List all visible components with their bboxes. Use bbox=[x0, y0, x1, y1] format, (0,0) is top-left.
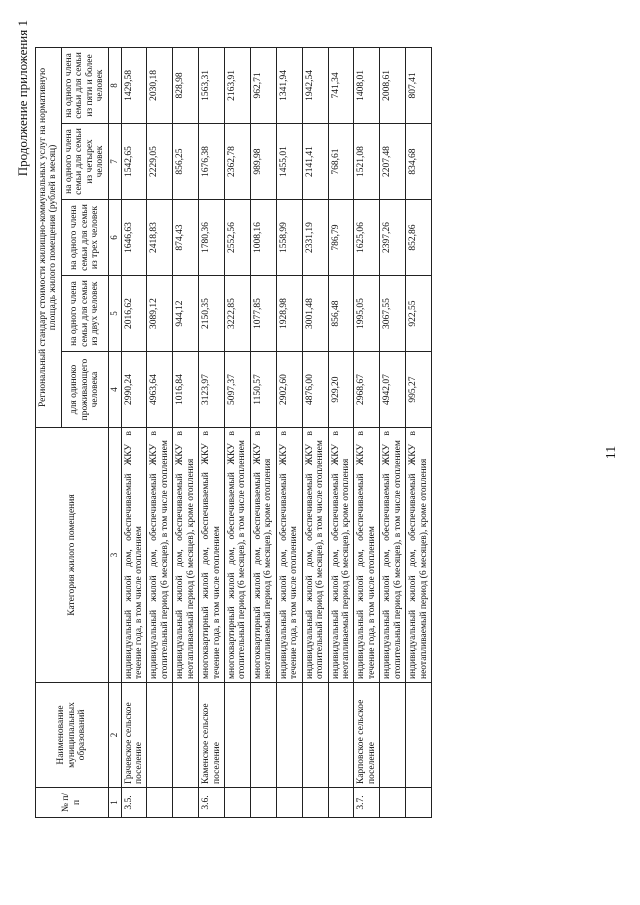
value-cell: 3123,97 bbox=[199, 352, 225, 428]
header-sub-col: для одиноко проживающего человека bbox=[61, 352, 108, 428]
column-number-row bbox=[108, 47, 121, 817]
column-number: 7 bbox=[108, 124, 121, 200]
value-cell: 1008,16 bbox=[250, 200, 276, 276]
category-cell: индивидуальный жилой дом, обеспечиваемый ЖКУ в неотапливаемый период (6 месяцев), кроме отопления bbox=[173, 428, 199, 683]
value-cell: 2362,78 bbox=[225, 124, 251, 200]
value-cell: 2397,26 bbox=[380, 200, 406, 276]
value-cell: 1150,57 bbox=[250, 352, 276, 428]
column-number: 8 bbox=[108, 47, 121, 123]
municipality-name bbox=[250, 683, 276, 788]
table-row bbox=[328, 47, 354, 817]
row-number bbox=[302, 788, 328, 818]
value-cell: 944,12 bbox=[173, 276, 199, 352]
value-cell: 856,25 bbox=[173, 124, 199, 200]
value-cell: 1676,38 bbox=[199, 124, 225, 200]
value-cell: 1521,08 bbox=[354, 124, 380, 200]
value-cell: 1455,01 bbox=[276, 124, 302, 200]
page-number: 11 bbox=[604, 445, 619, 460]
category-cell: индивидуальный жилой дом, обеспечиваемый ЖКУ в неотапливаемый период (6 месяцев), кроме отопления bbox=[328, 428, 354, 683]
value-cell: 2141,41 bbox=[302, 124, 328, 200]
value-cell: 1942,54 bbox=[302, 47, 328, 123]
value-cell: 2902,60 bbox=[276, 352, 302, 428]
table-row bbox=[250, 47, 276, 817]
row-number: 3.6. bbox=[199, 788, 225, 818]
value-cell: 2229,05 bbox=[147, 124, 173, 200]
municipality-name bbox=[276, 683, 302, 788]
header-no: № п/п bbox=[36, 788, 109, 818]
table-row bbox=[406, 47, 432, 817]
category-cell: индивидуальный жилой дом, обеспечиваемый ЖКУ в течение года, в том числе отоплением bbox=[354, 428, 380, 683]
category-cell: многоквартирный жилой дом, обеспечиваемый ЖКУ в отопительный период (6 месяцев), в том числе отоплением bbox=[225, 428, 251, 683]
value-cell: 834,68 bbox=[406, 124, 432, 200]
table-row bbox=[121, 47, 147, 817]
value-cell: 922,55 bbox=[406, 276, 432, 352]
column-number: 3 bbox=[108, 428, 121, 683]
table-row bbox=[225, 47, 251, 817]
column-number: 1 bbox=[108, 788, 121, 818]
municipality-name: Карповское сельское поселение bbox=[354, 683, 380, 788]
category-cell: индивидуальный жилой дом, обеспечиваемый ЖКУ в отопительный период (6 месяцев), в том числе отоплением bbox=[302, 428, 328, 683]
value-cell: 2163,91 bbox=[225, 47, 251, 123]
value-cell: 1016,84 bbox=[173, 352, 199, 428]
row-number: 3.5. bbox=[121, 788, 147, 818]
municipality-name: Грачевское сельское поселение bbox=[121, 683, 147, 788]
column-number: 2 bbox=[108, 683, 121, 788]
value-cell: 1928,98 bbox=[276, 276, 302, 352]
category-cell: индивидуальный жилой дом, обеспечиваемый ЖКУ в отопительный период (6 месяцев), в том числе отоплением bbox=[147, 428, 173, 683]
table-row bbox=[380, 47, 406, 817]
value-cell: 3001,48 bbox=[302, 276, 328, 352]
table-row bbox=[354, 47, 380, 817]
value-cell: 4876,00 bbox=[302, 352, 328, 428]
value-cell: 1077,85 bbox=[250, 276, 276, 352]
row-number bbox=[250, 788, 276, 818]
municipality-name bbox=[328, 683, 354, 788]
municipality-name bbox=[173, 683, 199, 788]
continuation-title: Продолжение приложения 1 bbox=[15, 20, 30, 177]
row-number bbox=[406, 788, 432, 818]
value-cell: 1429,58 bbox=[121, 47, 147, 123]
value-cell: 2990,24 bbox=[121, 352, 147, 428]
value-cell: 786,79 bbox=[328, 200, 354, 276]
value-cell: 5097,37 bbox=[225, 352, 251, 428]
value-cell: 3067,55 bbox=[380, 276, 406, 352]
value-cell: 2331,19 bbox=[302, 200, 328, 276]
value-cell: 2150,35 bbox=[199, 276, 225, 352]
category-cell: многоквартирный жилой дом, обеспечиваемый ЖКУ в течение года, в том числе отоплением bbox=[199, 428, 225, 683]
table-row bbox=[276, 47, 302, 817]
value-cell: 1558,99 bbox=[276, 200, 302, 276]
row-number bbox=[276, 788, 302, 818]
row-number bbox=[380, 788, 406, 818]
value-cell: 1408,01 bbox=[354, 47, 380, 123]
value-cell: 1646,63 bbox=[121, 200, 147, 276]
value-cell: 2968,67 bbox=[354, 352, 380, 428]
value-cell: 856,48 bbox=[328, 276, 354, 352]
category-cell: индивидуальный жилой дом, обеспечиваемый ЖКУ в течение года, в том числе отоплением bbox=[121, 428, 147, 683]
value-cell: 989,98 bbox=[250, 124, 276, 200]
category-cell: индивидуальный жилой дом, обеспечиваемый ЖКУ в неотапливаемый период (6 месяцев), кроме отопления bbox=[406, 428, 432, 683]
table-body bbox=[121, 47, 432, 817]
municipality-name bbox=[147, 683, 173, 788]
header-sub-col: на одного члена семьи для семьи из двух человек bbox=[61, 276, 108, 352]
value-cell: 874,43 bbox=[173, 200, 199, 276]
value-cell: 1625,06 bbox=[354, 200, 380, 276]
municipality-name bbox=[380, 683, 406, 788]
header-standard: Региональный стандарт стоимости жилищно-коммунальных услуг на нормативную площадь жилого помещения (рублей в месяц) bbox=[36, 47, 62, 427]
row-number: 3.7. bbox=[354, 788, 380, 818]
municipality-name bbox=[302, 683, 328, 788]
row-number bbox=[173, 788, 199, 818]
table-row bbox=[199, 47, 225, 817]
value-cell: 3222,85 bbox=[225, 276, 251, 352]
value-cell: 962,71 bbox=[250, 47, 276, 123]
row-number bbox=[328, 788, 354, 818]
value-cell: 741,34 bbox=[328, 47, 354, 123]
header-row-1 bbox=[36, 47, 62, 817]
value-cell: 2030,18 bbox=[147, 47, 173, 123]
value-cell: 2016,62 bbox=[121, 276, 147, 352]
column-number: 6 bbox=[108, 200, 121, 276]
value-cell: 995,27 bbox=[406, 352, 432, 428]
value-cell: 2552,56 bbox=[225, 200, 251, 276]
column-number: 4 bbox=[108, 352, 121, 428]
municipality-name bbox=[225, 683, 251, 788]
header-sub-col: на одного члена семьи для семьи из пяти и более человек bbox=[61, 47, 108, 123]
tariff-table bbox=[35, 47, 432, 818]
value-cell: 2418,83 bbox=[147, 200, 173, 276]
row-number bbox=[147, 788, 173, 818]
table-row bbox=[302, 47, 328, 817]
header-sub-col: на одного члена семьи для семьи из четырех человек bbox=[61, 124, 108, 200]
municipality-name bbox=[406, 683, 432, 788]
row-number bbox=[225, 788, 251, 818]
value-cell: 2207,48 bbox=[380, 124, 406, 200]
value-cell: 929,20 bbox=[328, 352, 354, 428]
value-cell: 1542,65 bbox=[121, 124, 147, 200]
header-name: Наименование муниципальных образований bbox=[36, 683, 109, 788]
value-cell: 828,98 bbox=[173, 47, 199, 123]
value-cell: 768,61 bbox=[328, 124, 354, 200]
value-cell: 4963,64 bbox=[147, 352, 173, 428]
value-cell: 3089,12 bbox=[147, 276, 173, 352]
value-cell: 1995,05 bbox=[354, 276, 380, 352]
value-cell: 1563,31 bbox=[199, 47, 225, 123]
value-cell: 4942,07 bbox=[380, 352, 406, 428]
municipality-name: Каменское сельское поселение bbox=[199, 683, 225, 788]
table-row bbox=[147, 47, 173, 817]
column-number: 5 bbox=[108, 276, 121, 352]
value-cell: 2008,61 bbox=[380, 47, 406, 123]
category-cell: индивидуальный жилой дом, обеспечиваемый ЖКУ в течение года, в том числе отоплением bbox=[276, 428, 302, 683]
header-category: Категория жилого помещения bbox=[36, 428, 109, 683]
value-cell: 1341,94 bbox=[276, 47, 302, 123]
value-cell: 807,41 bbox=[406, 47, 432, 123]
value-cell: 1780,36 bbox=[199, 200, 225, 276]
category-cell: индивидуальный жилой дом, обеспечиваемый ЖКУ в отопительный период (6 месяцев), в том числе отоплением bbox=[380, 428, 406, 683]
table-row bbox=[173, 47, 199, 817]
header-sub-col: на одного члена семьи для семьи из трех человек bbox=[61, 200, 108, 276]
category-cell: многоквартирный жилой дом, обеспечиваемый ЖКУ в неотапливаемый период (6 месяцев), кроме отопления bbox=[250, 428, 276, 683]
value-cell: 852,86 bbox=[406, 200, 432, 276]
